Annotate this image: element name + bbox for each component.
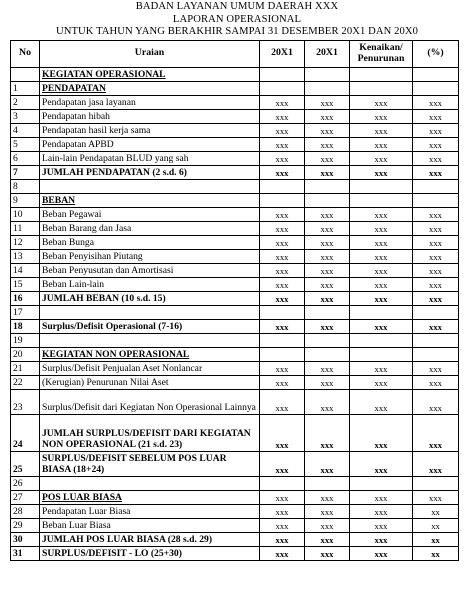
value-20x1-b bbox=[305, 179, 350, 193]
row-description: Surplus/Defisit Penjualan Aset Nonlancar bbox=[40, 361, 260, 375]
table-row bbox=[11, 347, 459, 361]
table-row bbox=[11, 546, 459, 560]
value-20x1: xxx bbox=[260, 532, 305, 546]
row-number: 10 bbox=[11, 207, 40, 221]
table-row bbox=[11, 277, 459, 291]
value-percent: xxx bbox=[413, 109, 459, 123]
value-change: xxx bbox=[350, 361, 413, 375]
value-20x1 bbox=[260, 67, 305, 81]
value-change bbox=[350, 67, 413, 81]
row-description: KEGIATAN NON OPERASIONAL bbox=[40, 347, 260, 361]
value-20x1: xxx bbox=[260, 263, 305, 277]
table-row bbox=[11, 81, 459, 95]
value-20x1-b bbox=[305, 193, 350, 207]
row-description: Surplus/Defisit Operasional (7-16) bbox=[40, 319, 260, 333]
row-description: Beban Barang dan Jasa bbox=[40, 221, 260, 235]
value-change: xxx bbox=[350, 389, 413, 414]
report-header bbox=[0, 0, 474, 39]
value-percent: xx bbox=[413, 546, 459, 560]
table-row bbox=[11, 361, 459, 375]
value-20x1-b bbox=[305, 81, 350, 95]
value-percent bbox=[413, 179, 459, 193]
row-number: 23 bbox=[11, 389, 40, 414]
row-number: 11 bbox=[11, 221, 40, 235]
value-20x1-b bbox=[305, 333, 350, 347]
value-percent: xx bbox=[413, 518, 459, 532]
table-row bbox=[11, 179, 459, 193]
row-number: 12 bbox=[11, 235, 40, 249]
table-row bbox=[11, 504, 459, 518]
row-description: SURPLUS/DEFISIT SEBELUM POS LUAR BIASA (18+24) bbox=[40, 451, 260, 476]
value-percent: xxx bbox=[413, 151, 459, 165]
table-row bbox=[11, 305, 459, 319]
value-change bbox=[350, 333, 413, 347]
row-number: 2 bbox=[11, 95, 40, 109]
value-change: xxx bbox=[350, 95, 413, 109]
value-percent: xxx bbox=[413, 361, 459, 375]
value-percent: xxx bbox=[413, 249, 459, 263]
value-20x1-b bbox=[305, 476, 350, 490]
value-20x1: xxx bbox=[260, 375, 305, 389]
value-change: xxx bbox=[350, 518, 413, 532]
row-description: KEGIATAN OPERASIONAL bbox=[40, 67, 260, 81]
row-description: Pendapatan hasil kerja sama bbox=[40, 123, 260, 137]
value-20x1-b: xxx bbox=[305, 95, 350, 109]
row-description: Beban Lain-lain bbox=[40, 277, 260, 291]
value-percent: xxx bbox=[413, 165, 459, 179]
row-description: PENDAPATAN bbox=[40, 81, 260, 95]
value-20x1: xxx bbox=[260, 123, 305, 137]
row-number: 17 bbox=[11, 305, 40, 319]
value-20x1-b: xxx bbox=[305, 414, 350, 451]
value-percent: xx bbox=[413, 532, 459, 546]
value-percent bbox=[413, 347, 459, 361]
value-percent: xxx bbox=[413, 490, 459, 504]
table-row bbox=[11, 532, 459, 546]
row-number: 8 bbox=[11, 179, 40, 193]
row-description: POS LUAR BIASA bbox=[40, 490, 260, 504]
value-20x1: xxx bbox=[260, 207, 305, 221]
value-20x1-b: xxx bbox=[305, 490, 350, 504]
row-number: 1 bbox=[11, 81, 40, 95]
value-20x1-b bbox=[305, 67, 350, 81]
value-change: xxx bbox=[350, 319, 413, 333]
row-number: 9 bbox=[11, 193, 40, 207]
table-row bbox=[11, 193, 459, 207]
row-description: BEBAN bbox=[40, 193, 260, 207]
value-20x1-b: xxx bbox=[305, 291, 350, 305]
value-20x1-b: xxx bbox=[305, 207, 350, 221]
table-row bbox=[11, 123, 459, 137]
value-percent: xx bbox=[413, 504, 459, 518]
value-20x1 bbox=[260, 193, 305, 207]
value-20x1-b: xxx bbox=[305, 389, 350, 414]
value-percent: xxx bbox=[413, 95, 459, 109]
table-row bbox=[11, 235, 459, 249]
value-20x1-b: xxx bbox=[305, 361, 350, 375]
table-row bbox=[11, 333, 459, 347]
value-20x1: xxx bbox=[260, 414, 305, 451]
table-row bbox=[11, 249, 459, 263]
value-change: xxx bbox=[350, 221, 413, 235]
value-20x1-b: xxx bbox=[305, 137, 350, 151]
table-row bbox=[11, 207, 459, 221]
row-description: Beban Luar Biasa bbox=[40, 518, 260, 532]
row-description bbox=[40, 476, 260, 490]
row-number: 22 bbox=[11, 375, 40, 389]
value-20x1: xxx bbox=[260, 518, 305, 532]
value-change bbox=[350, 347, 413, 361]
table-row bbox=[11, 291, 459, 305]
row-number: 16 bbox=[11, 291, 40, 305]
table-row bbox=[11, 263, 459, 277]
row-description: JUMLAH BEBAN (10 s.d. 15) bbox=[40, 291, 260, 305]
value-change: xxx bbox=[350, 532, 413, 546]
operational-report-table bbox=[10, 40, 459, 561]
value-20x1: xxx bbox=[260, 361, 305, 375]
table-row bbox=[11, 375, 459, 389]
row-number: 20 bbox=[11, 347, 40, 361]
value-change bbox=[350, 81, 413, 95]
value-20x1-b: xxx bbox=[305, 504, 350, 518]
value-20x1: xxx bbox=[260, 95, 305, 109]
value-20x1: xxx bbox=[260, 249, 305, 263]
table-row bbox=[11, 476, 459, 490]
row-number: 30 bbox=[11, 532, 40, 546]
value-20x1: xxx bbox=[260, 235, 305, 249]
row-number: 7 bbox=[11, 165, 40, 179]
col-header-year2: 20X1 bbox=[305, 40, 350, 67]
value-20x1-b: xxx bbox=[305, 235, 350, 249]
row-description: Beban Penyisihan Piutang bbox=[40, 249, 260, 263]
row-description: Beban Bunga bbox=[40, 235, 260, 249]
value-20x1: xxx bbox=[260, 165, 305, 179]
value-20x1-b: xxx bbox=[305, 375, 350, 389]
value-percent bbox=[413, 81, 459, 95]
value-percent bbox=[413, 305, 459, 319]
value-change: xxx bbox=[350, 109, 413, 123]
value-change: xxx bbox=[350, 249, 413, 263]
value-change bbox=[350, 193, 413, 207]
row-description bbox=[40, 305, 260, 319]
value-change: xxx bbox=[350, 207, 413, 221]
table-row bbox=[11, 95, 459, 109]
value-20x1-b: xxx bbox=[305, 123, 350, 137]
value-change: xxx bbox=[350, 504, 413, 518]
row-description: Beban Pegawai bbox=[40, 207, 260, 221]
value-20x1 bbox=[260, 81, 305, 95]
value-20x1-b: xxx bbox=[305, 249, 350, 263]
table-row bbox=[11, 518, 459, 532]
value-percent: xxx bbox=[413, 137, 459, 151]
value-20x1-b: xxx bbox=[305, 263, 350, 277]
row-number: 13 bbox=[11, 249, 40, 263]
value-percent: xxx bbox=[413, 207, 459, 221]
table-row bbox=[11, 451, 459, 476]
value-20x1: xxx bbox=[260, 490, 305, 504]
row-number: 29 bbox=[11, 518, 40, 532]
value-change: xxx bbox=[350, 451, 413, 476]
value-change: xxx bbox=[350, 414, 413, 451]
value-change: xxx bbox=[350, 291, 413, 305]
row-description bbox=[40, 333, 260, 347]
row-number: 15 bbox=[11, 277, 40, 291]
table-row bbox=[11, 389, 459, 414]
value-20x1 bbox=[260, 305, 305, 319]
value-percent: xxx bbox=[413, 451, 459, 476]
value-20x1-b: xxx bbox=[305, 277, 350, 291]
value-20x1 bbox=[260, 333, 305, 347]
report-period: UNTUK TAHUN YANG BERAKHIR SAMPAI 31 DESEMBER 20X1 DAN 20X0 bbox=[55, 26, 419, 37]
value-20x1: xxx bbox=[260, 504, 305, 518]
row-description bbox=[40, 179, 260, 193]
value-20x1-b: xxx bbox=[305, 518, 350, 532]
value-change: xxx bbox=[350, 137, 413, 151]
value-percent bbox=[413, 193, 459, 207]
row-number: 21 bbox=[11, 361, 40, 375]
value-20x1 bbox=[260, 179, 305, 193]
row-number: 26 bbox=[11, 476, 40, 490]
value-percent: xxx bbox=[413, 263, 459, 277]
org-title: BADAN LAYANAN UMUM DAERAH XXX bbox=[135, 1, 339, 12]
value-change: xxx bbox=[350, 151, 413, 165]
value-20x1 bbox=[260, 347, 305, 361]
row-description: JUMLAH PENDAPATAN (2 s.d. 6) bbox=[40, 165, 260, 179]
col-header-year1: 20X1 bbox=[260, 40, 305, 67]
table-row bbox=[11, 490, 459, 504]
row-description: Pendapatan hibah bbox=[40, 109, 260, 123]
row-number: 18 bbox=[11, 319, 40, 333]
table-row bbox=[11, 109, 459, 123]
value-20x1: xxx bbox=[260, 277, 305, 291]
value-20x1-b bbox=[305, 347, 350, 361]
value-20x1: xxx bbox=[260, 291, 305, 305]
value-20x1-b bbox=[305, 305, 350, 319]
table-header-row bbox=[11, 40, 459, 67]
col-header-uraian: Uraian bbox=[40, 40, 260, 67]
col-header-percent: (%) bbox=[413, 40, 459, 67]
row-description: SURPLUS/DEFISIT - LO (25+30) bbox=[40, 546, 260, 560]
row-description: Beban Penyusutan dan Amortisasi bbox=[40, 263, 260, 277]
value-change: xxx bbox=[350, 235, 413, 249]
col-header-change: Kenaikan/ Penurunan bbox=[350, 40, 413, 67]
row-description: JUMLAH SURPLUS/DEFISIT DARI KEGIATAN NON OPERASIONAL (21 s.d. 23) bbox=[40, 414, 260, 451]
value-percent: xxx bbox=[413, 235, 459, 249]
value-20x1: xxx bbox=[260, 137, 305, 151]
table-row bbox=[11, 414, 459, 451]
value-20x1-b: xxx bbox=[305, 532, 350, 546]
value-20x1-b: xxx bbox=[305, 221, 350, 235]
row-number: 6 bbox=[11, 151, 40, 165]
table-row bbox=[11, 221, 459, 235]
row-description: JUMLAH POS LUAR BIASA (28 s.d. 29) bbox=[40, 532, 260, 546]
row-description: Surplus/Defisit dari Kegiatan Non Operasional Lainnya bbox=[40, 389, 260, 414]
value-change: xxx bbox=[350, 165, 413, 179]
row-number: 4 bbox=[11, 123, 40, 137]
value-20x1: xxx bbox=[260, 151, 305, 165]
value-change: xxx bbox=[350, 123, 413, 137]
row-description: Pendapatan APBD bbox=[40, 137, 260, 151]
value-20x1: xxx bbox=[260, 109, 305, 123]
row-number: 25 bbox=[11, 451, 40, 476]
value-20x1-b: xxx bbox=[305, 546, 350, 560]
value-20x1: xxx bbox=[260, 319, 305, 333]
value-change: xxx bbox=[350, 277, 413, 291]
value-20x1-b: xxx bbox=[305, 151, 350, 165]
row-number: 27 bbox=[11, 490, 40, 504]
value-change: xxx bbox=[350, 546, 413, 560]
table-row bbox=[11, 319, 459, 333]
value-percent bbox=[413, 333, 459, 347]
value-20x1-b: xxx bbox=[305, 451, 350, 476]
row-number bbox=[11, 67, 40, 81]
row-description: Pendapatan jasa layanan bbox=[40, 95, 260, 109]
value-20x1: xxx bbox=[260, 546, 305, 560]
table-row bbox=[11, 67, 459, 81]
value-change bbox=[350, 476, 413, 490]
value-percent: xxx bbox=[413, 319, 459, 333]
table-row bbox=[11, 137, 459, 151]
value-percent: xxx bbox=[413, 389, 459, 414]
value-change bbox=[350, 305, 413, 319]
value-change: xxx bbox=[350, 263, 413, 277]
row-number: 24 bbox=[11, 414, 40, 451]
table-body bbox=[11, 67, 459, 560]
col-header-no: No bbox=[11, 40, 40, 67]
row-number: 14 bbox=[11, 263, 40, 277]
value-20x1-b: xxx bbox=[305, 165, 350, 179]
row-number: 28 bbox=[11, 504, 40, 518]
value-change: xxx bbox=[350, 490, 413, 504]
value-20x1: xxx bbox=[260, 221, 305, 235]
row-description: Pendapatan Luar Biasa bbox=[40, 504, 260, 518]
value-20x1 bbox=[260, 476, 305, 490]
value-percent bbox=[413, 67, 459, 81]
row-description: (Kerugian) Penurunan Nilai Aset bbox=[40, 375, 260, 389]
row-number: 3 bbox=[11, 109, 40, 123]
value-percent: xxx bbox=[413, 123, 459, 137]
value-change: xxx bbox=[350, 375, 413, 389]
value-percent bbox=[413, 476, 459, 490]
row-number: 19 bbox=[11, 333, 40, 347]
table-row bbox=[11, 151, 459, 165]
row-number: 5 bbox=[11, 137, 40, 151]
value-change bbox=[350, 179, 413, 193]
report-title: LAPORAN OPERASIONAL bbox=[172, 13, 302, 25]
table-row bbox=[11, 165, 459, 179]
value-percent: xxx bbox=[413, 291, 459, 305]
value-20x1: xxx bbox=[260, 389, 305, 414]
value-percent: xxx bbox=[413, 221, 459, 235]
value-percent: xxx bbox=[413, 414, 459, 451]
row-number: 31 bbox=[11, 546, 40, 560]
value-20x1-b: xxx bbox=[305, 319, 350, 333]
value-20x1: xxx bbox=[260, 451, 305, 476]
value-percent: xxx bbox=[413, 277, 459, 291]
value-percent: xxx bbox=[413, 375, 459, 389]
value-20x1-b: xxx bbox=[305, 109, 350, 123]
row-description: Lain-lain Pendapatan BLUD yang sah bbox=[40, 151, 260, 165]
